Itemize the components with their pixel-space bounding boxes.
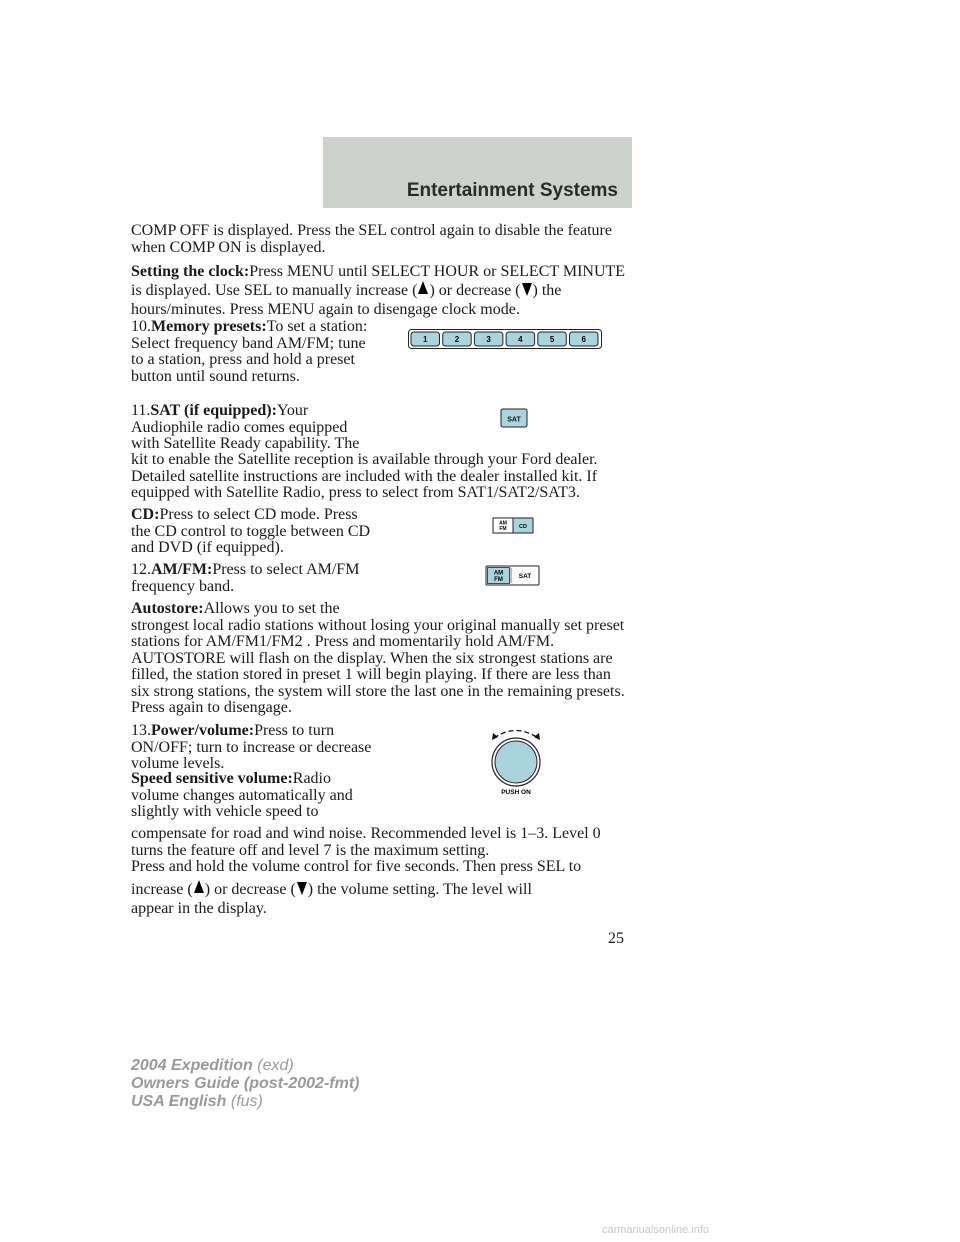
sat-button-text: SAT (507, 416, 521, 424)
watermark-url: carmanualsonline.info (602, 1224, 710, 1236)
arrow-up-icon (418, 281, 428, 294)
speed-volume-paragraph-e: appear in the display. (131, 900, 267, 917)
footer-line-3 (131, 1093, 359, 1111)
arrow-down-icon (522, 283, 532, 296)
sat-text-a: Your Audiophile radio comes equipped with Satellite Ready capability. The (131, 402, 360, 452)
cd-paragraph (131, 507, 381, 557)
autostore-paragraph-rest: strongest local radio stations without losing your original manually set preset stations for AM/FM1/FM2 . Press and momentarily hold AM/FM. AUTOSTORE will flash on the display. When the six strongest stations are filled, the station stored in preset 1 will begin playing. If there are less than six strong stations, the system will store the last one in the remaining presets. Press again to disengage. (131, 616, 625, 716)
speed-volume-text-a: Radio volume changes automatically and slightly with vehicle speed to (131, 770, 353, 820)
rotate-left-arrow-icon (492, 733, 498, 740)
speed-text-d1: increase ( (131, 881, 193, 898)
clock-text-3: ) the hours/minutes. Press MENU again to disengage clock mode. (131, 282, 562, 318)
preset-button-label: 2 (454, 335, 460, 344)
footer-line-1 (131, 1057, 359, 1075)
speed-text-d2: ) or decrease ( (204, 881, 296, 898)
preset-button-label: 6 (581, 335, 586, 344)
preset-button-label: 3 (486, 335, 491, 344)
sat-label: SAT (if equipped): (150, 402, 277, 419)
memory-presets-text: To set a station: Select frequency band AM/FM; tune to a station, press and hold a preset button until sound returns. (131, 318, 368, 385)
power-volume-text: Press to turn ON/OFF; turn to increase or decrease volume levels. (131, 722, 372, 772)
comp-off-paragraph: COMP OFF is displayed. Press the SEL control again to disable the feature when COMP ON is displayed. (131, 222, 612, 256)
clock-text-1: Press MENU until SELECT HOUR or SELECT MINUTE is displayed. Use SEL to manually increase ( (131, 263, 626, 299)
amfm-text: Press to select AM/FM frequency band. (131, 561, 360, 595)
clock-paragraph (131, 262, 631, 319)
push-on-label: PUSH ON (501, 789, 531, 796)
sat-button-illustration (500, 408, 528, 428)
amfm-label: AM/FM: (151, 561, 213, 578)
clock-label: Setting the clock: (131, 263, 250, 280)
item-number: 13. (131, 722, 151, 739)
speed-volume-label: Speed sensitive volume: (131, 770, 293, 787)
speed-volume-paragraph-b: compensate for road and wind noise. Recommended level is 1–3. Level 0 turns the feature off and level 7 is the maximum setting. (131, 825, 601, 859)
page-number: 25 (608, 930, 624, 947)
arrow-down-icon (297, 882, 307, 895)
clock-text-2: ) or decrease ( (429, 282, 521, 299)
footer-line-2 (131, 1075, 359, 1093)
autostore-label: Autostore: (131, 600, 204, 617)
item-number: 12. (131, 561, 151, 578)
fm-text: FM (499, 526, 507, 532)
cd-text: Press to select CD mode. Press the CD control to toggle between CD and DVD (if equipped). (131, 506, 371, 556)
autostore-paragraph-intro (131, 601, 371, 618)
speed-text-d3: ) the volume setting. The level will (307, 881, 532, 898)
speed-volume-paragraph-intro (131, 771, 376, 821)
section-title: Entertainment Systems (406, 180, 618, 201)
memory-presets-label: Memory presets: (151, 318, 267, 335)
sat-text: SAT (518, 573, 532, 580)
amfm-sat-buttons-illustration (485, 565, 540, 586)
am-text: AM (493, 570, 504, 577)
footer-guide: Owners Guide (post-2002-fmt) (131, 1075, 360, 1092)
speed-volume-paragraph-d (131, 880, 631, 899)
preset-button-label: 1 (423, 335, 428, 344)
amfm-cd-buttons-illustration (492, 517, 534, 534)
volume-knob-illustration (484, 725, 548, 797)
autostore-text-a: Allows you to set the (203, 600, 340, 617)
footer-model-code: (exd) (257, 1057, 294, 1074)
preset-button-label: 5 (549, 335, 555, 344)
speed-volume-paragraph-c: Press and hold the volume control for five seconds. Then press SEL to (131, 858, 582, 875)
item-number: 10. (131, 318, 151, 335)
power-volume-paragraph (131, 723, 376, 773)
footer-language: USA English (131, 1093, 227, 1110)
header-bar (323, 137, 632, 208)
footer-language-code: (fus) (230, 1093, 263, 1110)
document-footer (131, 1057, 359, 1111)
footer-model: 2004 Expedition (131, 1057, 253, 1074)
preset-button-label: 4 (518, 335, 523, 344)
preset-buttons-illustration (408, 329, 602, 349)
fm-text: FM (494, 577, 503, 583)
sat-paragraph-rest: kit to enable the Satellite reception is available through your Ford dealer. Detailed satellite instructions are included with the dealer installed kit. If equipped with Satellite Radio, press to select from SAT1/SAT2/SAT3. (131, 451, 598, 501)
cd-label: CD: (131, 506, 160, 523)
cd-text: CD (519, 524, 527, 530)
item-number: 11. (131, 402, 151, 419)
power-volume-label: Power/volume: (151, 722, 255, 739)
memory-presets-paragraph (131, 319, 381, 385)
sat-paragraph-intro (131, 403, 371, 453)
am-text: AM (499, 520, 507, 527)
rotate-right-arrow-icon (534, 733, 540, 740)
amfm-paragraph (131, 562, 381, 595)
arrow-up-icon (194, 880, 204, 893)
